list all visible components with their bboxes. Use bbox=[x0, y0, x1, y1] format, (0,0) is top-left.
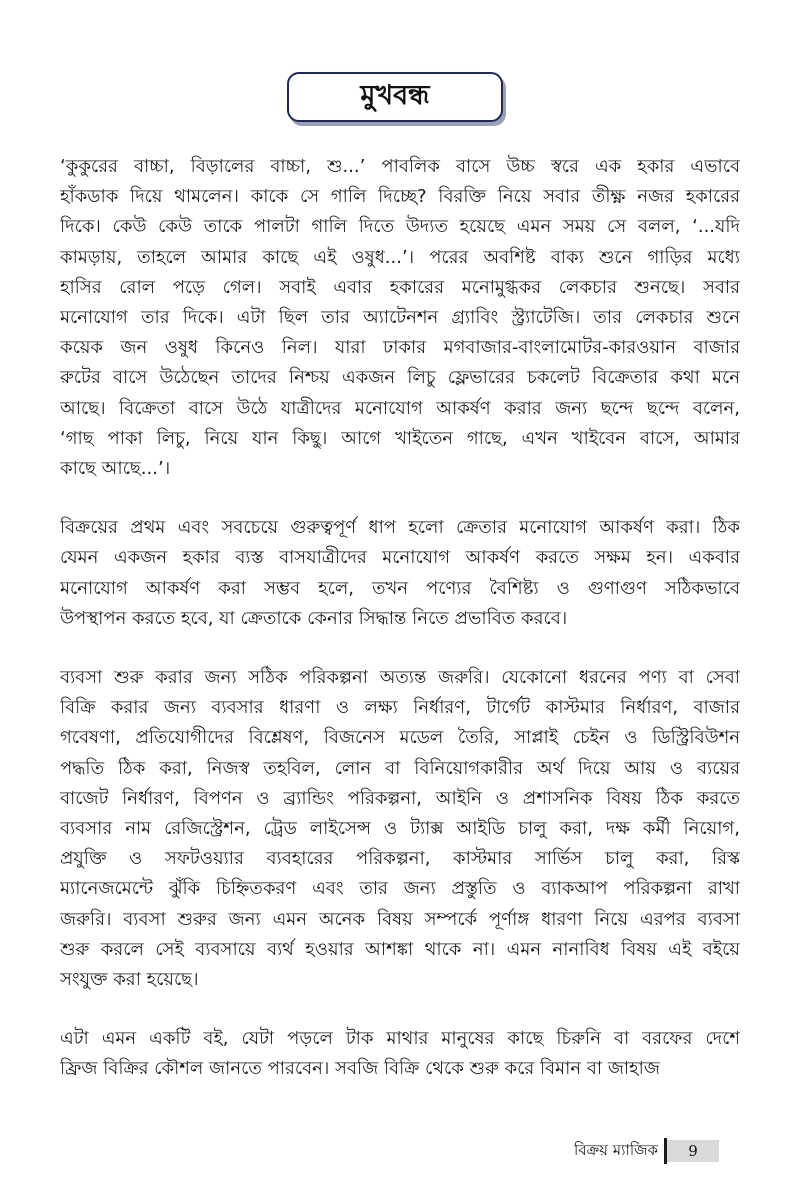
text-line: বাজেট নির্ধারণ, বিপণন ও ব্র্যান্ডিং পরিকল্পনা, আইনি ও প্রশাসনিক বিষয় ঠিক করতে bbox=[60, 787, 740, 809]
text-line: ম্যানেজমেন্টে ঝুঁকি চিহ্নিতকরণ এবং তার জন্য প্রস্তুতি ও ব্যাকআপ পরিকল্পনা রাখা bbox=[60, 878, 740, 900]
text-line: শুরু করলে সেই ব্যবসায়ে ব্যর্থ হওয়ার আশঙ্কা থাকে না। এমন নানাবিধ বিষয় এই বইয়ে bbox=[60, 938, 740, 960]
text-line: হাসির রোল পড়ে গেল। সবাই এবার হকারের মনোমুগ্ধকর লেকচার শুনছে। সবার bbox=[60, 276, 740, 298]
text-line: রুটের বাসে উঠেছেন তাদের নিশ্চয় একজন লিচু ফ্লেভারের চকলেট বিক্রেতার কথা মনে bbox=[60, 367, 740, 389]
text-line: কাছে আছে...’। bbox=[60, 458, 171, 480]
text-line: প্রযুক্তি ও সফটওয়্যার ব্যবহারের পরিকল্পনা, কাস্টমার সার্ভিস চালু করা, রিস্ক bbox=[60, 848, 740, 870]
text-line: সংযুক্ত করা হয়েছে। bbox=[60, 969, 199, 991]
text-line: ব্যবসার নাম রেজিস্ট্রেশন, ট্রেড লাইসেন্স ও ট্যাক্স আইডি চালু করা, দক্ষ কর্মী নিয়োগ, bbox=[60, 818, 740, 840]
text-line: এটা এমন একটি বই, যেটা পড়লে টাক মাথার মানুষের কাছে চিরুনি বা বরফের দেশে bbox=[60, 1028, 740, 1050]
text-line: যেমন একজন হকার ব্যস্ত বাসযাত্রীদের মনোযোগ আকর্ষণ করতে সক্ষম হন। একবার bbox=[60, 547, 740, 569]
text-line: ফ্রিজ বিক্রির কৌশল জানতে পারবেন। সবজি বিক্রি থেকে শুরু করে বিমান বা জাহাজ bbox=[60, 1058, 660, 1080]
text-line: পদ্ধতি ঠিক করা, নিজস্ব তহবিল, লোন বা বিনিয়োগকারীর অর্থ দিয়ে আয় ও ব্যয়ের bbox=[60, 757, 740, 779]
text-line: হাঁকডাক দিয়ে থামলেন। কাকে সে গালি দিচ্ছে? বিরক্তি নিয়ে সবার তীক্ষ্ণ নজর হকারের bbox=[60, 186, 740, 208]
text-line: জরুরি। ব্যবসা শুরুর জন্য এমন অনেক বিষয় সম্পর্কে পূর্ণাঙ্গ ধারণা নিয়ে এরপর ব্যবসা bbox=[60, 908, 740, 930]
text-line: বিক্রয়ের প্রথম এবং সবচেয়ে গুরুত্বপূর্ণ ধাপ হলো ক্রেতার মনোযোগ আকর্ষণ করা। ঠিক bbox=[60, 517, 740, 539]
page-number: 9 bbox=[667, 1140, 719, 1162]
paragraph bbox=[60, 513, 740, 634]
text-line: মনোযোগ তার দিকে। এটা ছিল তার অ্যাটেনশন গ্র্যাবিং স্ট্র্যাটেজি। তার লেকচার শুনে bbox=[60, 307, 740, 329]
text-line: কামড়ায়, তাহলে আমার কাছে এই ওষুধ...’। পরের অবশিষ্ট বাক্য শুনে গাড়ির মধ্যে bbox=[60, 246, 740, 268]
text-line: উপস্থাপন করতে হবে, যা ক্রেতাকে কেনার সিদ্ধান্ত নিতে প্রভাবিত করবে। bbox=[60, 607, 568, 629]
text-line: কয়েক জন ওষুধ কিনেও নিল। যারা ঢাকার মগবাজার-বাংলামোটর-কারওয়ান বাজার bbox=[60, 337, 740, 359]
text-line: মনোযোগ আকর্ষণ করা সম্ভব হলে, তখন পণ্যের বৈশিষ্ট্য ও গুণাগুণ সঠিকভাবে bbox=[60, 577, 740, 599]
body-text bbox=[60, 152, 740, 1114]
text-line: দিকে। কেউ কেউ তাকে পালটা গালি দিতে উদ্যত হয়েছে এমন সময় সে বলল, ‘...যদি bbox=[60, 216, 740, 238]
footer-book-title: বিক্রয় ম্যাজিক bbox=[574, 1140, 659, 1159]
text-line: গবেষণা, প্রতিযোগীদের বিশ্লেষণ, বিজনেস মডেল তৈরি, সাপ্লাই চেইন ও ডিস্ট্রিবিউশন bbox=[60, 727, 740, 749]
paragraph bbox=[60, 663, 740, 995]
text-line: আছে। বিক্রেতা বাসে উঠে যাত্রীদের মনোযোগ আকর্ষণ করার জন্য ছন্দে ছন্দে বলেন, bbox=[60, 397, 740, 419]
page-footer bbox=[574, 1136, 719, 1166]
title-box bbox=[287, 72, 503, 122]
paragraph bbox=[60, 152, 740, 484]
paragraph bbox=[60, 1024, 740, 1084]
page-title: মুখবন্ধ bbox=[360, 79, 430, 111]
text-line: ‘গাছ পাকা লিচু, নিয়ে যান কিছু। আগে খাইতেন গাছে, এখন খাইবেন বাসে, আমার bbox=[60, 427, 740, 449]
text-line: বিক্রি করার জন্য ব্যবসার ধারণা ও লক্ষ্য নির্ধারণ, টার্গেট কাস্টমার নির্ধারণ, বাজার bbox=[60, 697, 740, 719]
text-line: ব্যবসা শুরু করার জন্য সঠিক পরিকল্পনা অত্যন্ত জরুরি। যেকোনো ধরনের পণ্য বা সেবা bbox=[60, 667, 740, 689]
text-line: ‘কুকুরের বাচ্চা, বিড়ালের বাচ্চা, শু...’ পাবলিক বাসে উচ্চ স্বরে এক হকার এভাবে bbox=[60, 156, 740, 177]
